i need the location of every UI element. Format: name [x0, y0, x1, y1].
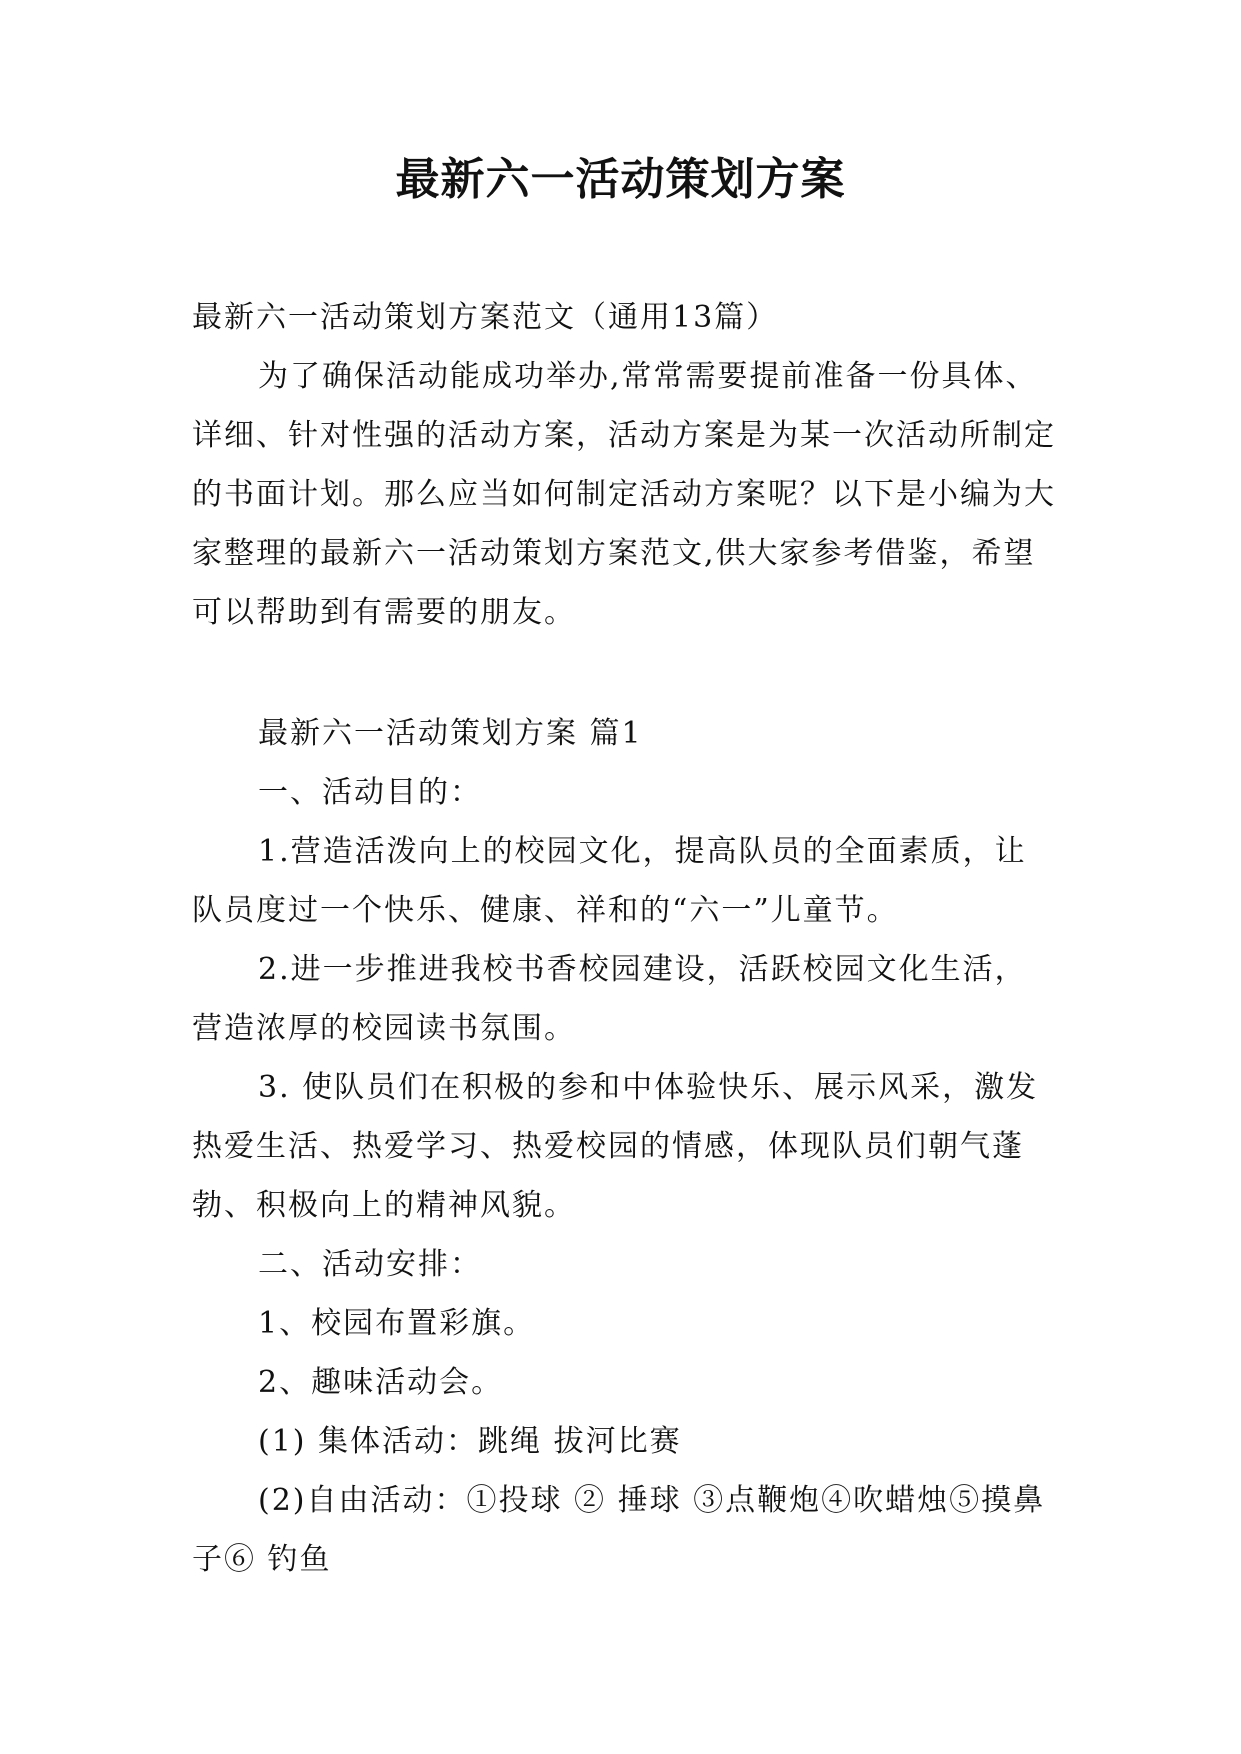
document-body — [192, 288, 1058, 1589]
arrangement-item: (1) 集体活动：跳绳 拔河比赛 — [258, 1424, 682, 1459]
purpose-item: 1.营造活泼向上的校园文化，提高队员的全面素质，让队员度过一个快乐、健康、祥和的“六一”儿童节。 — [192, 834, 1027, 928]
arrangement-heading: 二、活动安排： — [258, 1247, 482, 1282]
section-spacer — [192, 642, 1058, 704]
arrangement-item: (2)自由活动：①投球 ② 捶球 ③点鞭炮④吹蜡烛⑤摸鼻子⑥ 钓鱼 — [192, 1483, 1046, 1577]
section-heading: 最新六一活动策划方案 篇1 — [258, 716, 643, 751]
document-title: 最新六一活动策划方案 — [395, 154, 846, 205]
purpose-heading: 一、活动目的： — [258, 775, 482, 810]
arrangement-item: 1、校园布置彩旗。 — [258, 1306, 536, 1341]
arrangement-item: 2、趣味活动会。 — [258, 1365, 504, 1400]
purpose-item: 3. 使队员们在积极的参和中体验快乐、展示风采，激发热爱生活、热爱学习、热爱校园的情感，体现队员们朝气蓬勃、积极向上的精神风貌。 — [192, 1070, 1039, 1223]
intro-paragraph: 为了确保活动能成功举办,常常需要提前准备一份具体、详细、针对性强的活动方案，活动方案是为某一次活动所制定的书面计划。那么应当如何制定活动方案呢？以下是小编为大家整理的最新六一活动策划方案范文,供大家参考借鉴，希望可以帮助到有需要的朋友。 — [192, 359, 1056, 630]
purpose-item: 2.进一步推进我校书香校园建设，活跃校园文化生活，营造浓厚的校园读书氛围。 — [192, 952, 1027, 1046]
document-subtitle: 最新六一活动策划方案范文（通用13篇） — [192, 300, 779, 335]
